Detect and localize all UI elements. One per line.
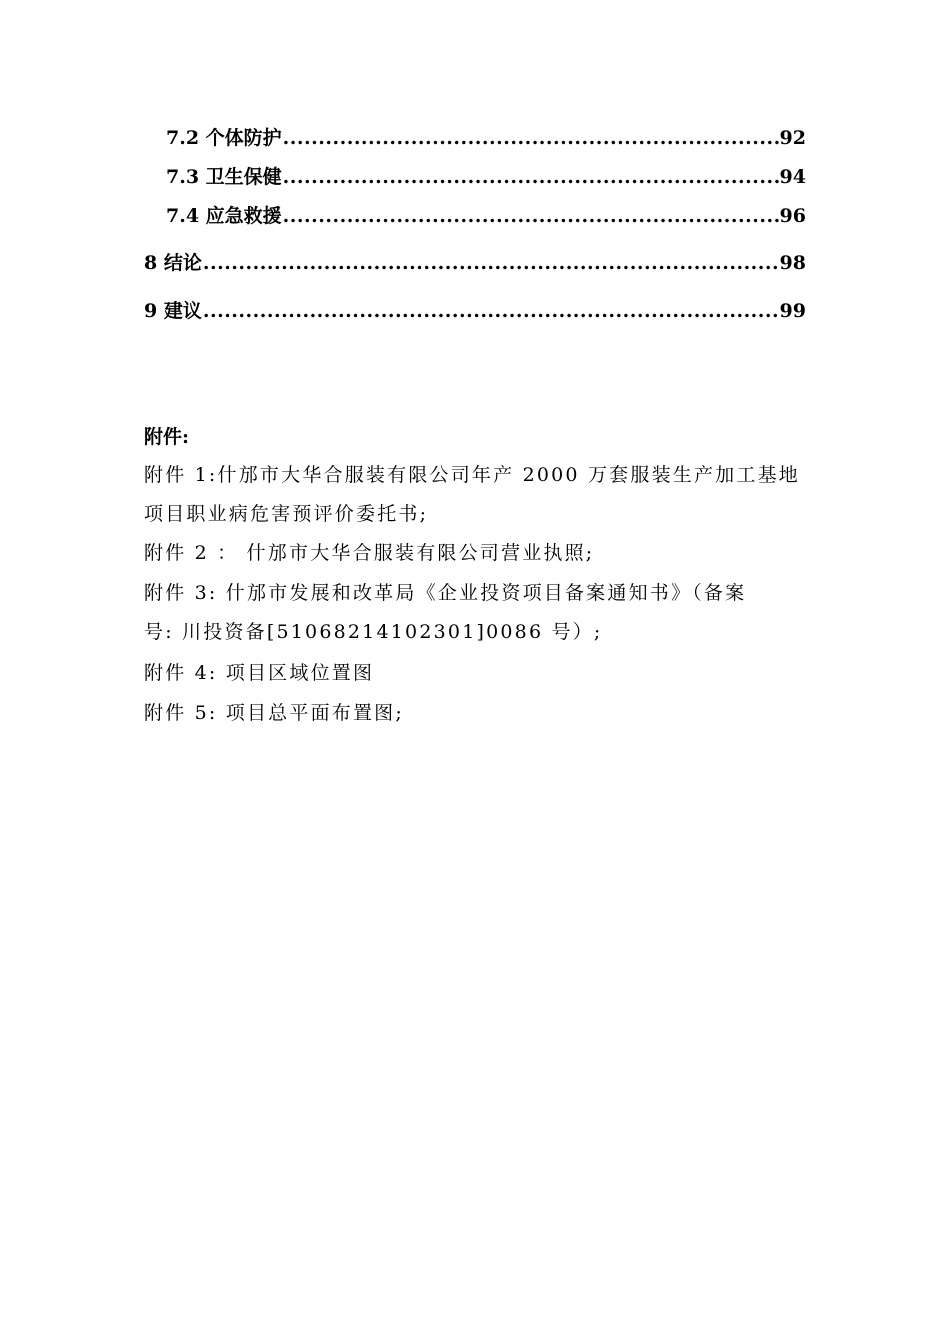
toc-entry-label: 8 结论 bbox=[144, 252, 202, 274]
attachment-line: 项目职业病危害预评价委托书; bbox=[144, 503, 429, 525]
toc-entry-7-2[interactable] bbox=[166, 125, 806, 151]
toc-dot-leader bbox=[203, 250, 779, 276]
toc-entry-7-3[interactable] bbox=[166, 164, 806, 190]
toc-entry-label: 7.3 卫生保健 bbox=[166, 166, 282, 188]
toc-dot-leader bbox=[283, 125, 779, 151]
attachment-line: 附件 5: 项目总平面布置图; bbox=[144, 702, 404, 724]
toc-entry-page-number: 99 bbox=[779, 300, 806, 322]
toc-entry-7-4[interactable] bbox=[166, 203, 806, 229]
attachment-line: 附件 1:什邡市大华合服装有限公司年产 2000 万套服装生产加工基地 bbox=[144, 464, 800, 486]
attachment-line: 附件 4: 项目区域位置图 bbox=[144, 662, 375, 684]
toc-entry-label: 7.4 应急救援 bbox=[166, 205, 282, 227]
toc-entry-page-number: 98 bbox=[779, 252, 806, 274]
toc-entry-page-number: 94 bbox=[779, 166, 806, 188]
toc-entry-page-number: 96 bbox=[779, 205, 806, 227]
attachment-line: 附件 3: 什邡市发展和改革局《企业投资项目备案通知书》（备案 bbox=[144, 582, 747, 604]
toc-dot-leader bbox=[283, 203, 779, 229]
toc-entry-9[interactable] bbox=[144, 298, 806, 324]
attachments-heading: 附件: bbox=[144, 426, 190, 448]
toc-dot-leader bbox=[203, 298, 779, 324]
attachment-line: 附件 2 ： 什邡市大华合服装有限公司营业执照; bbox=[144, 542, 595, 564]
toc-dot-leader bbox=[283, 164, 779, 190]
toc-entry-8[interactable] bbox=[144, 250, 806, 276]
attachment-line: 号: 川投资备[51068214102301]0086 号）; bbox=[144, 621, 603, 643]
toc-entry-label: 7.2 个体防护 bbox=[166, 127, 282, 149]
toc-entry-label: 9 建议 bbox=[144, 300, 202, 322]
toc-entry-page-number: 92 bbox=[779, 127, 806, 149]
